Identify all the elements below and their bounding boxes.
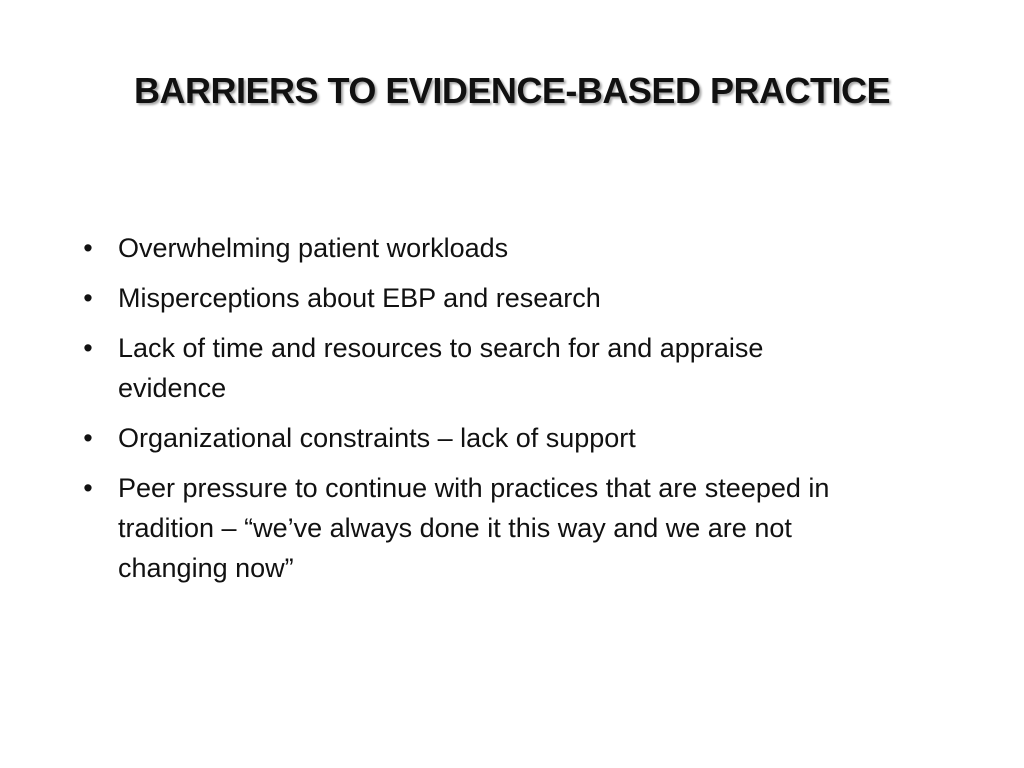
bullet-icon: • <box>83 333 93 363</box>
bullet-text: Peer pressure to continue with practices that are steeped in tradition – “we’ve always done it this way and we are not changing now” <box>118 473 830 583</box>
bullet-item <box>78 278 878 318</box>
bullet-text: Overwhelming patient workloads <box>118 233 509 263</box>
bullet-icon: • <box>83 473 93 503</box>
slide-title: BARRIERS TO EVIDENCE-BASED PRACTICE <box>134 70 890 111</box>
bullet-item <box>78 328 878 408</box>
bullet-item <box>78 418 878 458</box>
bullet-text: Organizational constraints – lack of support <box>118 423 636 453</box>
bullet-icon: • <box>83 283 93 313</box>
bullet-item <box>78 228 878 268</box>
bullet-item <box>78 468 878 588</box>
bullet-icon: • <box>83 233 93 263</box>
bullet-text: Misperceptions about EBP and research <box>118 283 601 313</box>
bullet-text: Lack of time and resources to search for and appraise evidence <box>118 333 764 403</box>
bullet-icon: • <box>83 423 93 453</box>
bullet-list <box>78 228 878 598</box>
